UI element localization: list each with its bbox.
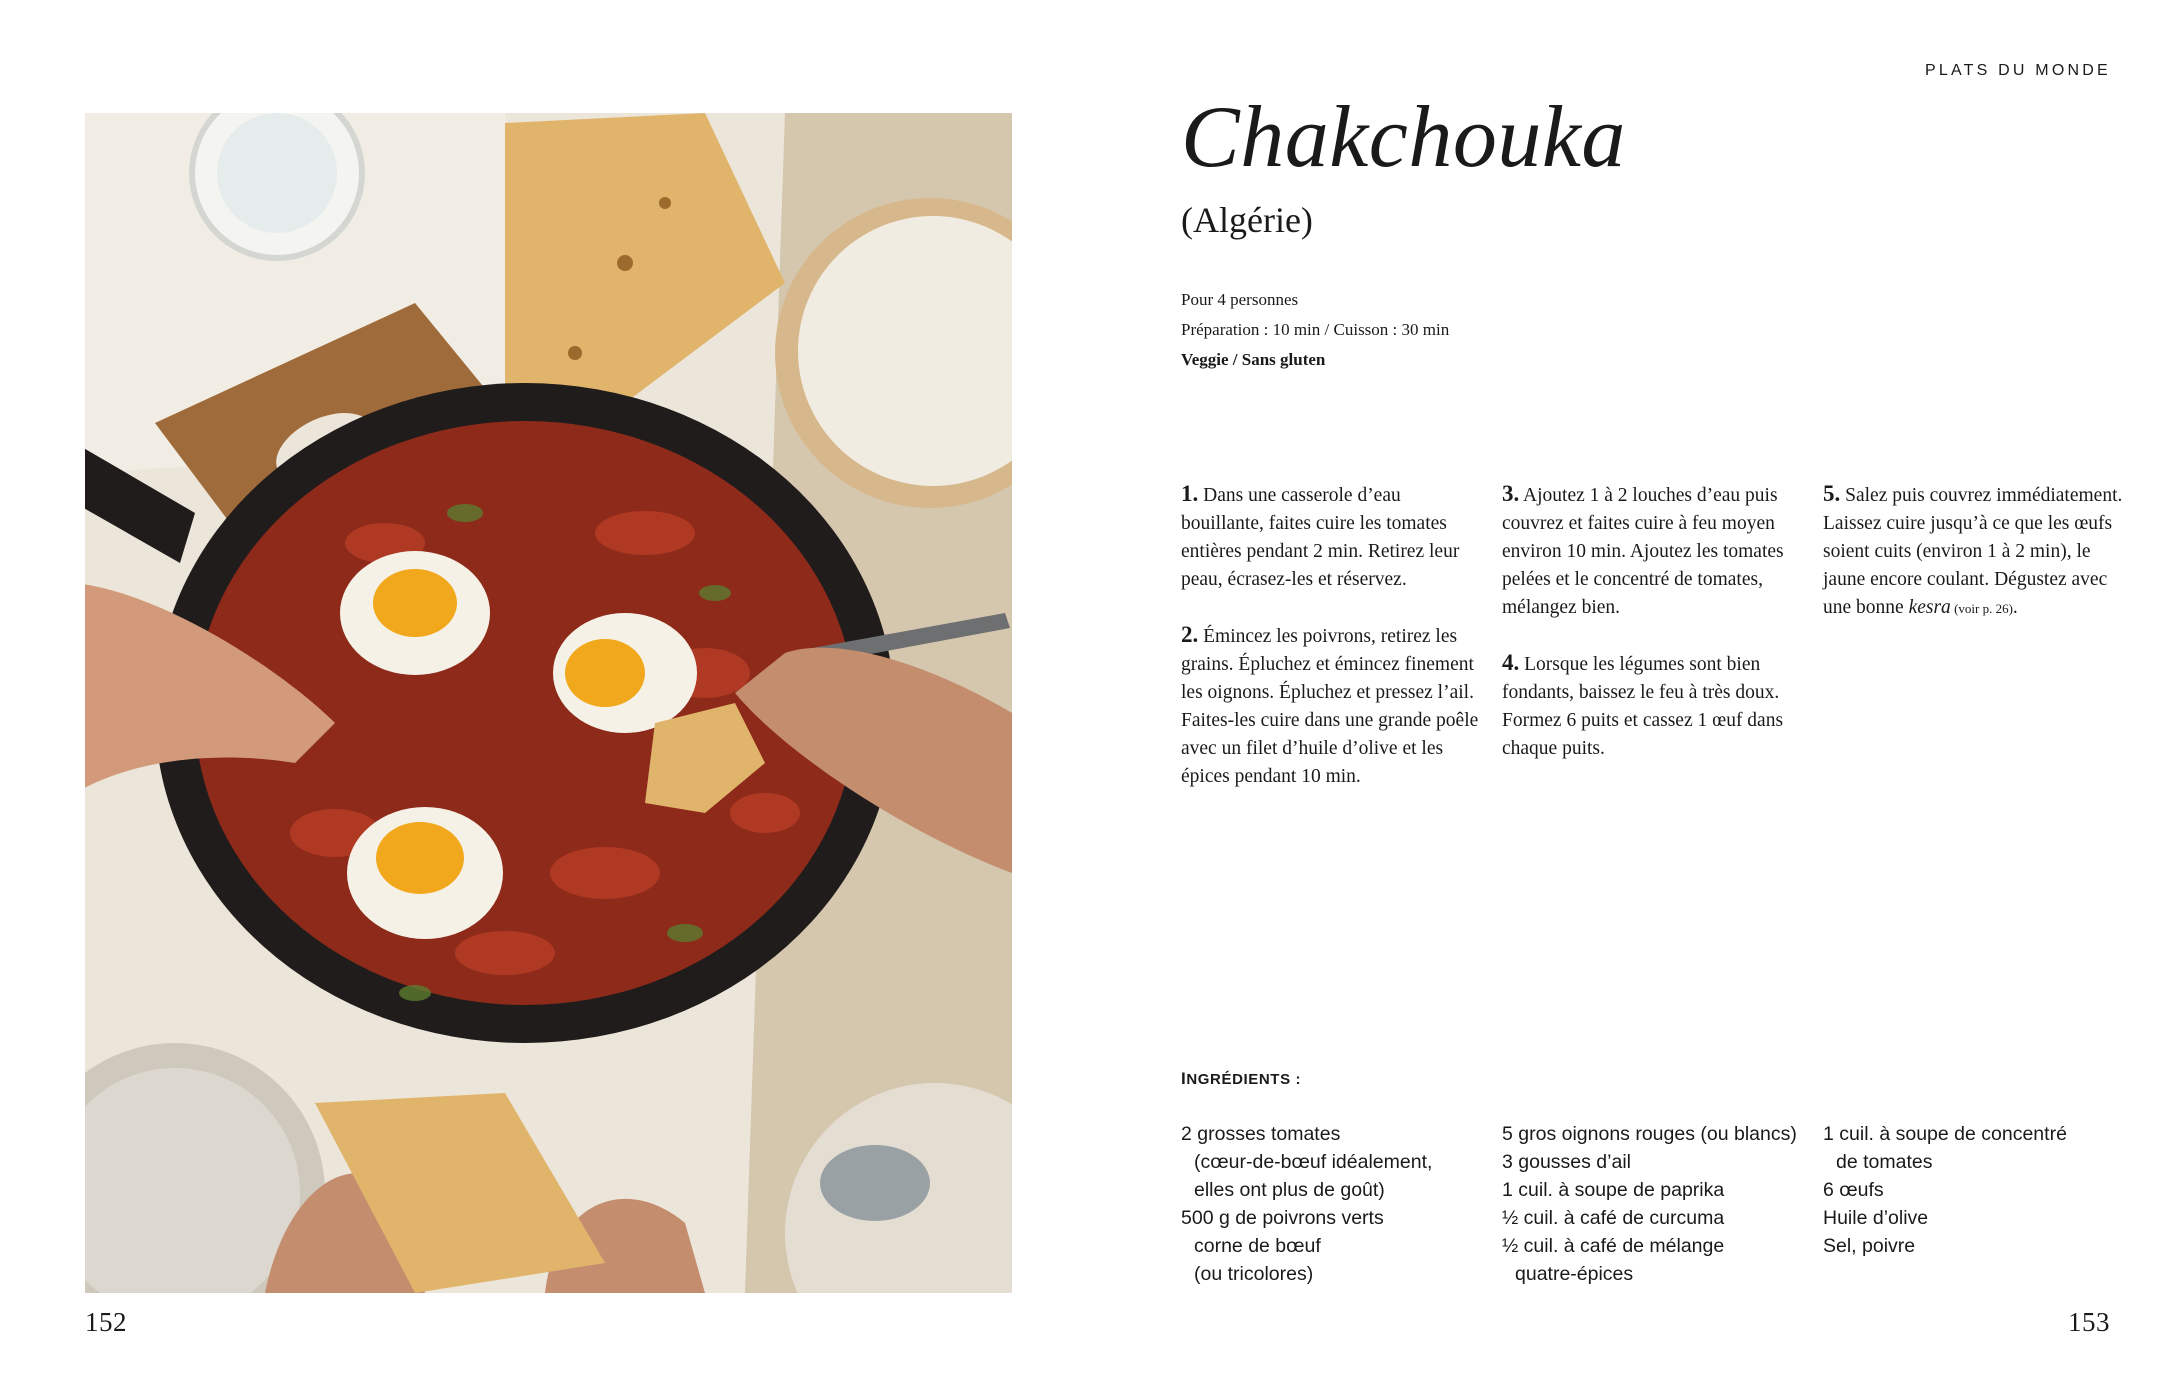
- step-number: 5.: [1823, 481, 1841, 506]
- ingredient-line: quatre-épices: [1515, 1263, 1634, 1285]
- step-1: [1181, 480, 1481, 594]
- steps-column-1: [1181, 480, 1481, 818]
- diet-tags: Veggie / Sans gluten: [1181, 350, 1326, 369]
- step-text: Dans une casserole d’eau bouillante, faites cuire les tomates entières pendant 2 min. Retirez leur peau, écrasez-les et réservez.: [1181, 485, 1460, 590]
- ingredients-column-3: [1823, 1120, 2123, 1260]
- running-head: PLATS DU MONDE: [1925, 62, 2111, 79]
- ingredient-line: corne de bœuf: [1194, 1235, 1321, 1257]
- ingredient-line: 1 cuil. à soupe de concentré: [1823, 1123, 2067, 1145]
- ingredient-line: (cœur-de-bœuf idéalement,: [1194, 1151, 1433, 1173]
- page-reference: (voir p. 26): [1950, 601, 2013, 616]
- step-5: [1823, 480, 2123, 623]
- ingredient-line: 500 g de poivrons verts: [1181, 1207, 1384, 1229]
- ingredient-line: Sel, poivre: [1823, 1235, 1916, 1257]
- step-2: [1181, 621, 1481, 791]
- ingredients-column-1: [1181, 1120, 1481, 1288]
- step-emphasis: kesra: [1908, 597, 1951, 618]
- step-text: Émincez les poivrons, retirez les grains. Épluchez et émincez finement les oignons. Épluchez et pressez l’ail. Faites-les cuire dans une grande poêle avec un filet d’huile d’olive et les épices pendant 10 min.: [1181, 626, 1479, 787]
- ingredient-line: (ou tricolores): [1194, 1263, 1314, 1285]
- step-number: 3.: [1502, 481, 1520, 506]
- ingredients-heading-rest: NGRÉDIENTS :: [1186, 1071, 1302, 1088]
- ingredients-heading-initial: I: [1181, 1069, 1187, 1088]
- recipe-photo: [85, 113, 1012, 1293]
- step-text: Ajoutez 1 à 2 louches d’eau puis couvrez et faites cuire à feu moyen environ 10 min. Ajoutez les tomates pelées et le concentré de tomates, mélangez bien.: [1502, 485, 1784, 618]
- ingredient-line: 2 grosses tomates: [1181, 1123, 1341, 1145]
- ingredients-column-2: [1502, 1120, 1802, 1288]
- recipe-title: Chakchouka: [1181, 89, 1626, 186]
- ingredient-line: ½ cuil. à café de curcuma: [1502, 1207, 1725, 1229]
- page-number-left: 152: [85, 1307, 127, 1337]
- recipe-origin: (Algérie): [1181, 200, 1313, 240]
- servings: Pour 4 personnes: [1181, 290, 1299, 309]
- step-text: Lorsque les légumes sont bien fondants, baissez le feu à très doux. Formez 6 puits et cassez 1 œuf dans chaque puits.: [1502, 654, 1784, 759]
- step-number: 2.: [1181, 622, 1199, 647]
- ingredient-line: ½ cuil. à café de mélange: [1502, 1235, 1725, 1257]
- step-number: 4.: [1502, 650, 1520, 675]
- ingredient-line: 3 gousses d’ail: [1502, 1151, 1631, 1173]
- prep-cook-time: Préparation : 10 min / Cuisson : 30 min: [1181, 320, 1450, 339]
- ingredient-line: 5 gros oignons rouges (ou blancs): [1502, 1123, 1797, 1145]
- steps-column-2: [1502, 480, 1802, 790]
- step-end: .: [2012, 597, 2018, 618]
- ingredient-line: 6 œufs: [1823, 1179, 1884, 1201]
- ingredient-line: elles ont plus de goût): [1194, 1179, 1385, 1201]
- ingredient-line: Huile d’olive: [1823, 1207, 1929, 1229]
- step-3: [1502, 480, 1802, 622]
- page-number-right: 153: [2068, 1307, 2110, 1337]
- chakchouka-pan-illustration: [85, 113, 1012, 1293]
- step-4: [1502, 649, 1802, 763]
- ingredients-heading: [1181, 1069, 1301, 1089]
- steps-column-3: [1823, 480, 2123, 650]
- ingredient-line: 1 cuil. à soupe de paprika: [1502, 1179, 1725, 1201]
- step-text: Salez puis couvrez immédiatement. Laissez cuire jusqu’à ce que les œufs soient cuits (environ 1 à 2 min), le jaune encore coulant. Dégustez avec une bonne: [1823, 485, 2123, 618]
- step-number: 1.: [1181, 481, 1199, 506]
- ingredient-line: de tomates: [1836, 1151, 1933, 1173]
